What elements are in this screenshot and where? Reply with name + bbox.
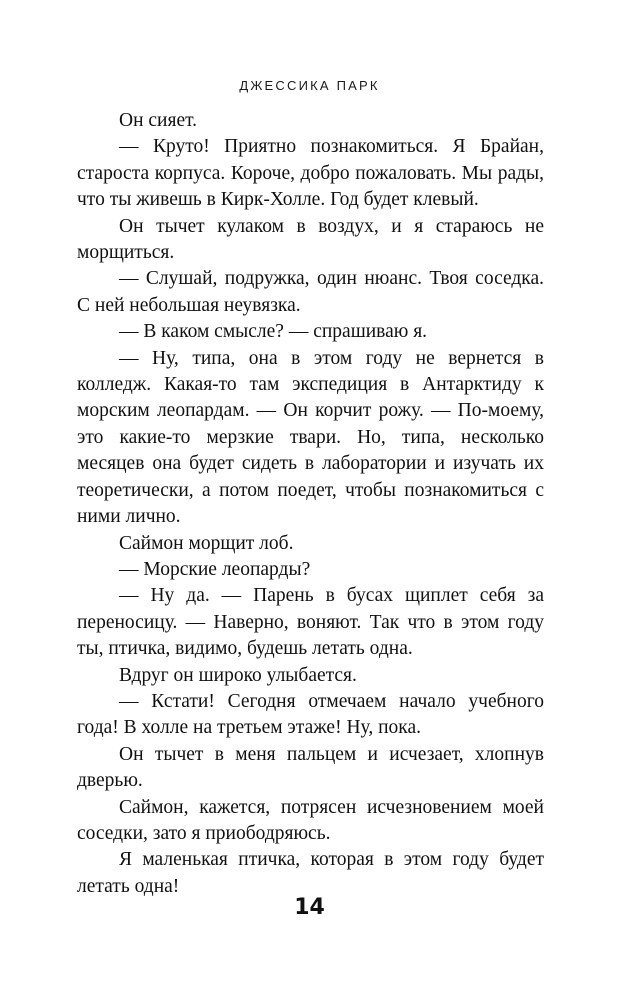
page-number: 14 [294, 895, 325, 920]
paragraph: — В каком смысле? — спрашиваю я. [119, 321, 428, 343]
paragraph: — Слушай, подружка, один нюанс. Твоя соседка. С ней небольшая неувязка. [77, 268, 544, 316]
paragraph: Вдруг он широко улыбается. [119, 664, 357, 686]
paragraph: — Ну, типа, она в этом году не вернется в колледж. Какая-то там экспедиция в Антарктиду к морским леопардам. — Он корчит рожу. — По-моему, это какие-то мерзкие твари. Но, типа, несколько месяцев она будет сидеть в лаборатории и изучать их теоретически, а потом поедет, чтобы познакомиться с ними лично. [77, 347, 544, 528]
paragraph: — Кстати! Сегодня отмечаем начало учебного года! В холле на третьем этаже! Ну, пока. [77, 690, 544, 739]
paragraph: — Ну да. — Парень в бусах щиплет себя за переносицу. — Наверно, воняют. Так что в этом году ты, птичка, видимо, будешь летать одна. [77, 585, 544, 660]
running-head: ДЖЕССИКА ПАРК [239, 78, 380, 93]
paragraph: — Круто! Приятно познакомиться. Я Брайан, староста корпуса. Короче, добро пожаловать. Мы рады, что ты живешь в Кирк-Холле. Год будет клевый. [77, 136, 544, 211]
paragraph: Он сияет. [119, 110, 198, 131]
paragraph: Саймон морщит лоб. [119, 532, 294, 554]
paragraph: Саймон, кажется, потрясен исчезновением моей соседки, зато я приободряюсь. [77, 796, 544, 844]
paragraph: Я маленькая птичка, которая в этом году будет летать одна! [77, 849, 544, 897]
paragraph: Он тычет кулаком в воздух, и я стараюсь не морщиться. [77, 215, 544, 264]
body-text [77, 108, 544, 900]
paragraph: Он тычет в меня пальцем и исчезает, хлопнув дверью. [77, 743, 544, 792]
paragraph: — Морские леопарды? [119, 558, 311, 580]
